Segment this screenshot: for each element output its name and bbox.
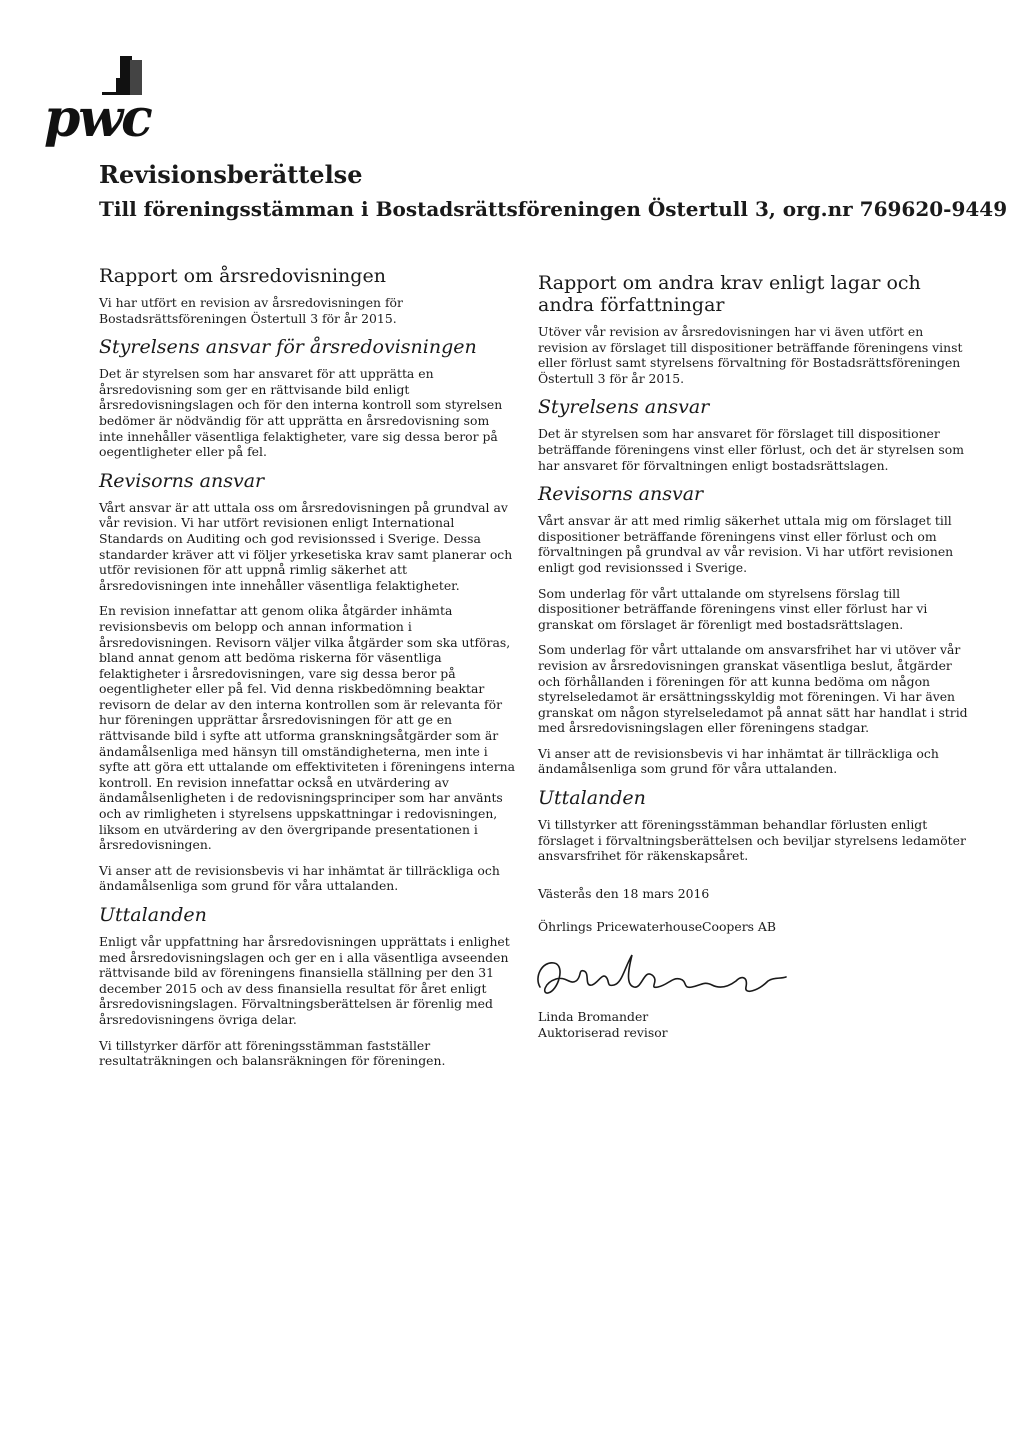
statements-p1: Enligt vår uppfattning har årsredovisningen upprättats i enlighet med årsredovisningslagen och ger en i alla väsentliga avseenden rättvisande bild av föreningens finansiella ställning per den 31 december 2015 och av dess finansiella resultat för året enligt årsredovisningslagen. Förvaltningsberättelsen är förenlig med årsredovisningens övriga delar. <box>99 934 510 1027</box>
signer-name: Linda Bromander <box>538 1009 649 1025</box>
place-date: Västerås den 18 mars 2016 <box>538 885 710 901</box>
auditor-heading: Revisorns ansvar <box>538 483 704 506</box>
audit-firm: Öhrlings PricewaterhouseCoopers AB <box>538 919 776 935</box>
signature-block <box>538 886 970 1040</box>
auditor-responsibility-heading: Revisorns ansvar <box>99 469 265 492</box>
pwc-logo <box>44 48 184 158</box>
left-column <box>99 265 517 1079</box>
logo-wordmark: pwc <box>44 88 151 149</box>
board-text: Det är styrelsen som har ansvaret för förslaget till dispositioner beträffande föreningens vinst eller förlust, och det är styrelsen som har ansvaret för förvaltningen enligt bostadsrättslagen. <box>538 426 964 473</box>
board-responsibility-text: Det är styrelsen som har ansvaret för att upprätta en årsredovisning som ger en rättvisande bild enligt årsredovisningslagen och för den interna kontroll som styrelsen bedömer är nödvändig för att upprätta en årsredovisning som inte innehåller väsentliga felaktigheter, vare sig dessa beror på oegentligheter eller på fel. <box>99 366 503 460</box>
auditor-responsibility-p2: En revision innefattar att genom olika åtgärder inhämta revisionsbevis om belopp och annan information i årsredovisningen. Revisorn väljer vilka åtgärder som ska utföras, bland annat genom att bedöma riskerna för väsentliga felaktigheter i årsredovisningen, vare sig dessa beror på oegentligheter eller på fel. Vid denna riskbedömning beaktar revisorn de delar av den interna kontrollen som är relevanta för hur föreningen upprättar årsredovisningen för att ge en rättvisande bild i syfte att utforma granskningsåtgärder som är ändamålsenliga med hänsyn till omständigheterna, men inte i syfte att göra ett uttalande om effektiviteten i föreningens interna kontroll. En revision innefattar också en utvärdering av ändamålsenligheten i de redovisningsprinciper som har använts och av rimligheten i styrelsens uppskattningar i redovisningen, liksom en utvärdering av den övergripande presentationen i årsredovisningen. <box>99 603 515 853</box>
signer <box>538 1009 970 1040</box>
right-column <box>538 272 970 1040</box>
auditor-p2: Som underlag för vårt uttalande om styrelsens förslag till dispositioner beträffande föreningens vinst eller förlust har vi granskat om förslaget är förenligt med bostadsrättslagen. <box>538 585 928 632</box>
other-requirements-heading: Rapport om andra krav enligt lagar och andra författningar <box>538 272 921 316</box>
document-title: Revisionsberättelse <box>99 160 363 189</box>
document-subtitle: Till föreningsstämman i Bostadsrättsföreningen Östertull 3, org.nr 769620-9449 <box>99 197 1008 221</box>
auditor-responsibility-p1: Vårt ansvar är att uttala oss om årsredovisningen på grundval av vår revision. Vi har utfört revisionen enligt International Standards on Auditing och god revisionssed i Sverige. Dessa standarder kräver att vi följer yrkesetiska krav samt planerar och utför revisionen för att uppnå rimlig säkerhet att årsredovisningen inte innehåller väsentliga felaktigheter. <box>99 499 513 593</box>
statements-p2: Vi tillstyrker därför att föreningsstämman fastställer resultaträkningen och balansräkningen för föreningen. <box>99 1037 446 1069</box>
auditor-p3: Som underlag för vårt uttalande om ansvarsfrihet har vi utöver vår revision av årsredovisningen granskat väsentliga beslut, åtgärder och förhållanden i föreningen för att kunna bedöma om någon styrelseledamot är ersättningsskyldig mot föreningen. Vi har även granskat om någon styrelseledamot på annat sätt har handlat i strid med årsredovisningslagen eller föreningens stadgar. <box>538 642 968 736</box>
annual-report-heading: Rapport om årsredovisningen <box>99 265 386 287</box>
right-statements-heading: Uttalanden <box>538 787 646 810</box>
auditor-p1: Vårt ansvar är att med rimlig säkerhet uttala mig om förslaget till dispositioner beträffande föreningens vinst eller förlust och om förvaltningen på grundval av vår revision. Vi har utfört revisionen enligt god revisionssed i Sverige. <box>538 513 954 575</box>
board-heading: Styrelsens ansvar <box>538 396 710 419</box>
signer-title: Auktoriserad revisor <box>538 1024 668 1040</box>
auditor-p4: Vi anser att de revisionsbevis vi har inhämtat är tillräckliga och ändamålsenliga som grund för våra uttalanden. <box>538 745 939 777</box>
handwritten-signature <box>532 947 792 1005</box>
annual-report-intro: Vi har utfört en revision av årsredovisningen för Bostadsrättsföreningen Östertull 3 för år 2015. <box>99 295 403 326</box>
statements-heading: Uttalanden <box>99 904 207 926</box>
right-statements-p1: Vi tillstyrker att föreningsstämman behandlar förlusten enligt förslaget i förvaltningsberättelsen och beviljar styrelsens ledamöter ansvarsfrihet för räkenskapsåret. <box>538 817 966 864</box>
other-requirements-intro: Utöver vår revision av årsredovisningen har vi även utfört en revision av förslaget till dispositioner beträffande föreningens vinst eller förlust samt styrelsens förvaltning för Bostadsrättsföreningen Östertull 3 för år 2015. <box>538 324 963 386</box>
board-responsibility-heading: Styrelsens ansvar för årsredovisningen <box>99 336 477 359</box>
auditor-responsibility-p3: Vi anser att de revisionsbevis vi har inhämtat är tillräckliga och ändamålsenliga som grund för våra uttalanden. <box>99 862 500 894</box>
